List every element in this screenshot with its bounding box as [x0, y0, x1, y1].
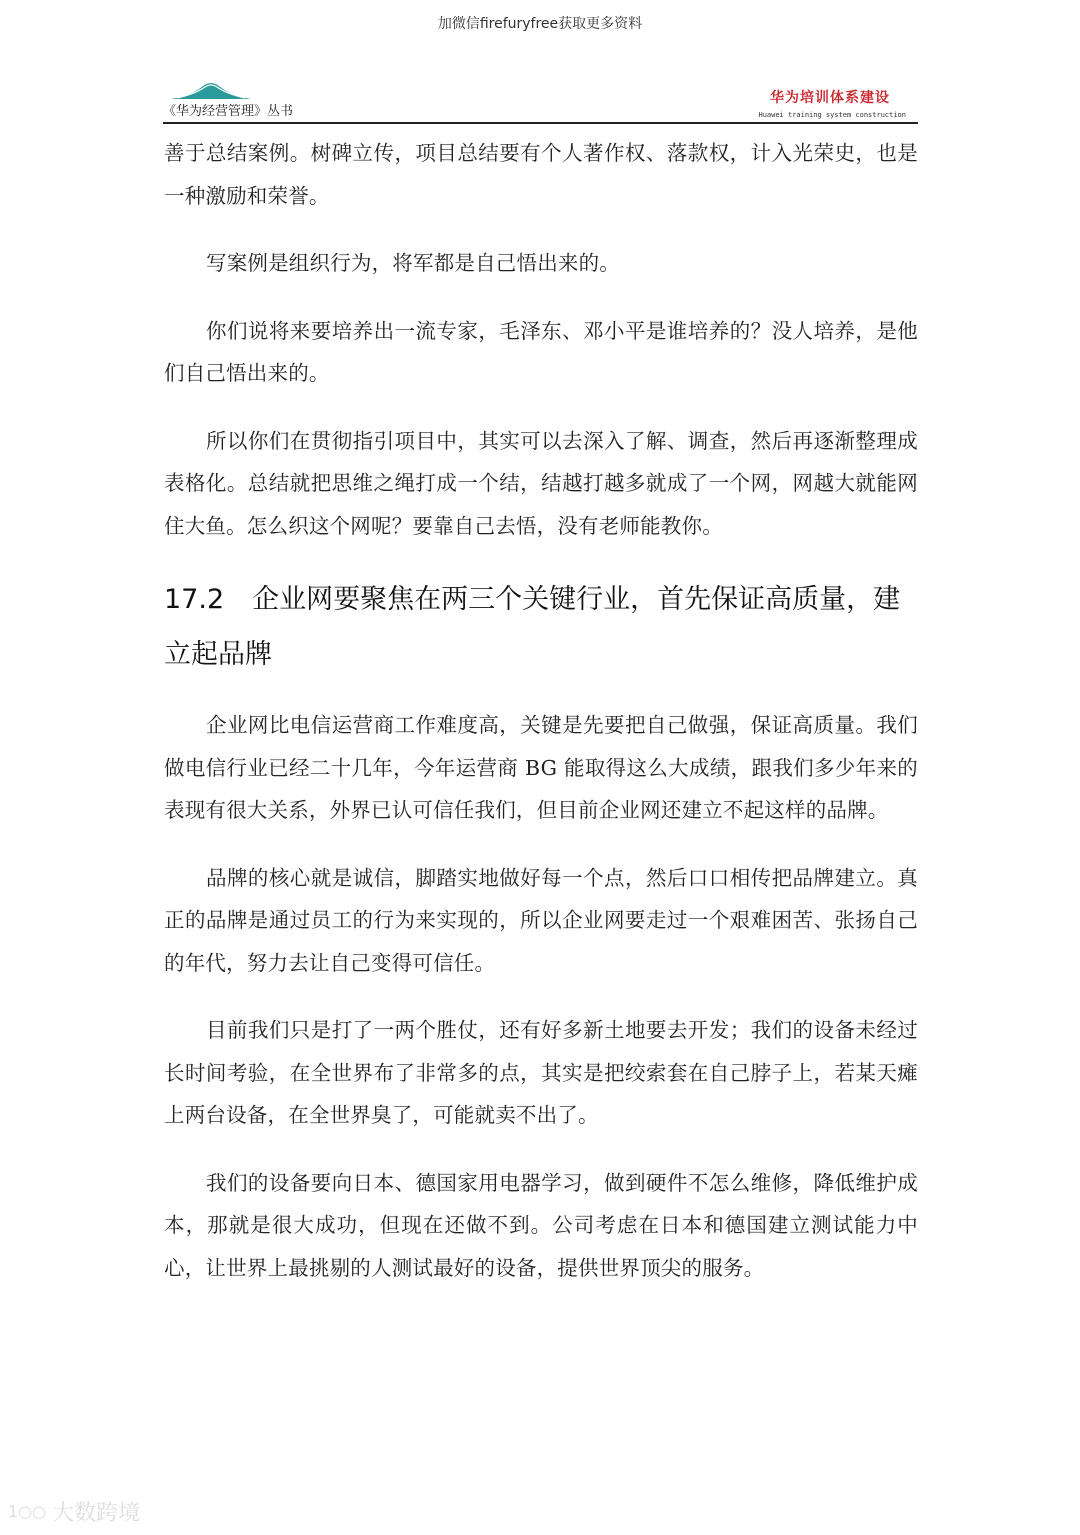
footer-watermark [8, 1496, 140, 1527]
mountain-logo-icon [171, 78, 251, 100]
header-divider [163, 122, 918, 124]
footer-watermark-text: 大数跨境 [52, 1501, 141, 1526]
brand-subtitle: Huawei training system construction [758, 111, 906, 119]
series-title: 《华为经营管理》丛书 [163, 104, 294, 119]
paragraph: 品牌的核心就是诚信，脚踏实地做好每一个点，然后口口相传把品牌建立。真正的品牌是通过员工的行为来实现的，所以企业网要走过一个艰难困苦、张扬自己的年代，努力去让自己变得可信任。 [164, 865, 918, 975]
paragraph: 目前我们只是打了一两个胜仗，还有好多新土地要去开发；我们的设备未经过长时间考验，在全世界布了非常多的点，其实是把绞索套在自己脖子上，若某天瘫上两台设备，在全世界臭了，可能就卖不出了。 [164, 1018, 918, 1127]
paragraph: 善于总结案例。树碑立传，项目总结要有个人著作权、落款权，计入光荣史，也是一种激励和荣誉。 [164, 141, 918, 208]
section-title: 企业网要聚焦在两三个关键行业，首先保证高质量，建立起品牌 [164, 584, 901, 670]
section-number: 17.2 [164, 584, 225, 615]
100-logo-icon: 1○○ [8, 1502, 47, 1521]
page-header [163, 78, 918, 124]
brand-title: 华为培训体系建设 [770, 90, 890, 106]
paragraph: 你们说将来要培养出一流专家，毛泽东、邓小平是谁培养的？没人培养，是他们自己悟出来的。 [164, 318, 918, 385]
page-body [164, 132, 918, 1314]
section-heading [164, 572, 918, 682]
paragraph: 企业网比电信运营商工作难度高，关键是先要把自己做强，保证高质量。我们做电信行业已经二十几年，今年运营商 BG 能取得这么大成绩，跟我们多少年来的表现有很大关系，外界已认可信任我们，但目前企业网还建立不起这样的品牌。 [164, 713, 918, 822]
top-watermark: 加微信firefuryfree获取更多资料 [437, 16, 643, 32]
paragraph: 写案例是组织行为，将军都是自己悟出来的。 [206, 251, 620, 275]
paragraph: 所以你们在贯彻指引项目中，其实可以去深入了解、调查，然后再逐渐整理成表格化。总结就把思维之绳打成一个结，结越打越多就成了一个网，网越大就能网住大鱼。怎么织这个网呢？要靠自己去悟，没有老师能教你。 [164, 428, 918, 538]
paragraph: 我们的设备要向日本、德国家用电器学习，做到硬件不怎么维修，降低维护成本，那就是很大成功，但现在还做不到。公司考虑在日本和德国建立测试能力中心，让世界上最挑剔的人测试最好的设备，提供世界顶尖的服务。 [164, 1170, 918, 1280]
